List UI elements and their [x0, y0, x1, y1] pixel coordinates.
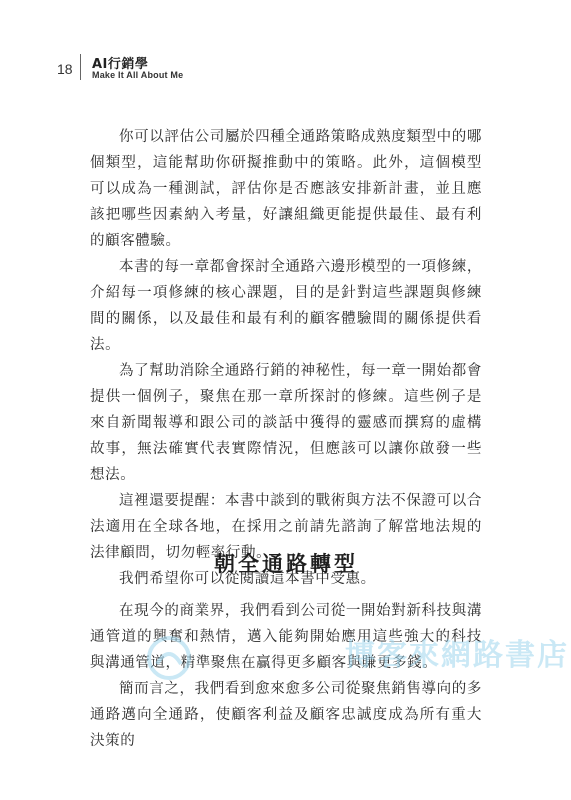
page-number: 18: [57, 61, 73, 77]
paragraph: 本書的每一章都會探討全通路六邊形模型的一項修練，介紹每一項修練的核心課題，目的是針對這些課題與修練間的關係，以及最佳和最有利的顧客體驗間的關係提供看法。: [90, 259, 482, 353]
paragraph: 你可以評估公司屬於四種全通路策略成熟度類型中的哪個類型，這能幫助你研擬推動中的策略。此外，這個模型可以成為一種測試，評估你是否應該安排新計畫，並且應該把哪些因素納入考量，好讓組織更能提供最佳、最有利的顧客體驗。: [90, 129, 482, 249]
watermark-text: 博客來網路書店: [345, 638, 569, 673]
paragraph: 這裡還要提醒：本書中談到的戰術與方法不保證可以合法適用在全球各地，在採用之前請先諮詢了解當地法規的法律顧問，切勿輕率行動。: [90, 493, 482, 561]
section-title: 朝全通路轉型: [214, 552, 358, 576]
page-header: [0, 0, 571, 90]
intro-text-block: [90, 124, 482, 592]
book-title: AI行銷學: [92, 57, 149, 72]
header-divider: [80, 54, 81, 80]
paragraph: 在現今的商業界，我們看到公司從一開始對新科技與溝通管道的興奮和熱情，邁入能夠開始應用這些強大的科技與溝通管道，精準聚焦在贏得更多顧客與賺更多錢。: [90, 603, 482, 671]
paragraph: 我們希望你可以從閱讀這本書中受惠。: [119, 571, 376, 587]
paragraph: 為了幫助消除全通路行銷的神秘性，每一章一開始都會提供一個例子，聚焦在那一章所探討的修練。這些例子是來自新聞報導和跟公司的談話中獲得的靈感而撰寫的虛構故事，無法確實代表實際情況，但應該可以讓你啟發一些想法。: [90, 363, 482, 483]
book-subtitle: Make It All About Me: [92, 70, 184, 80]
section-text-block: [90, 598, 482, 754]
paragraph: 簡而言之，我們看到愈來愈多公司從聚焦銷售導向的多通路邁向全通路，使顧客利益及顧客忠誠度成為所有重大決策的: [90, 681, 482, 749]
